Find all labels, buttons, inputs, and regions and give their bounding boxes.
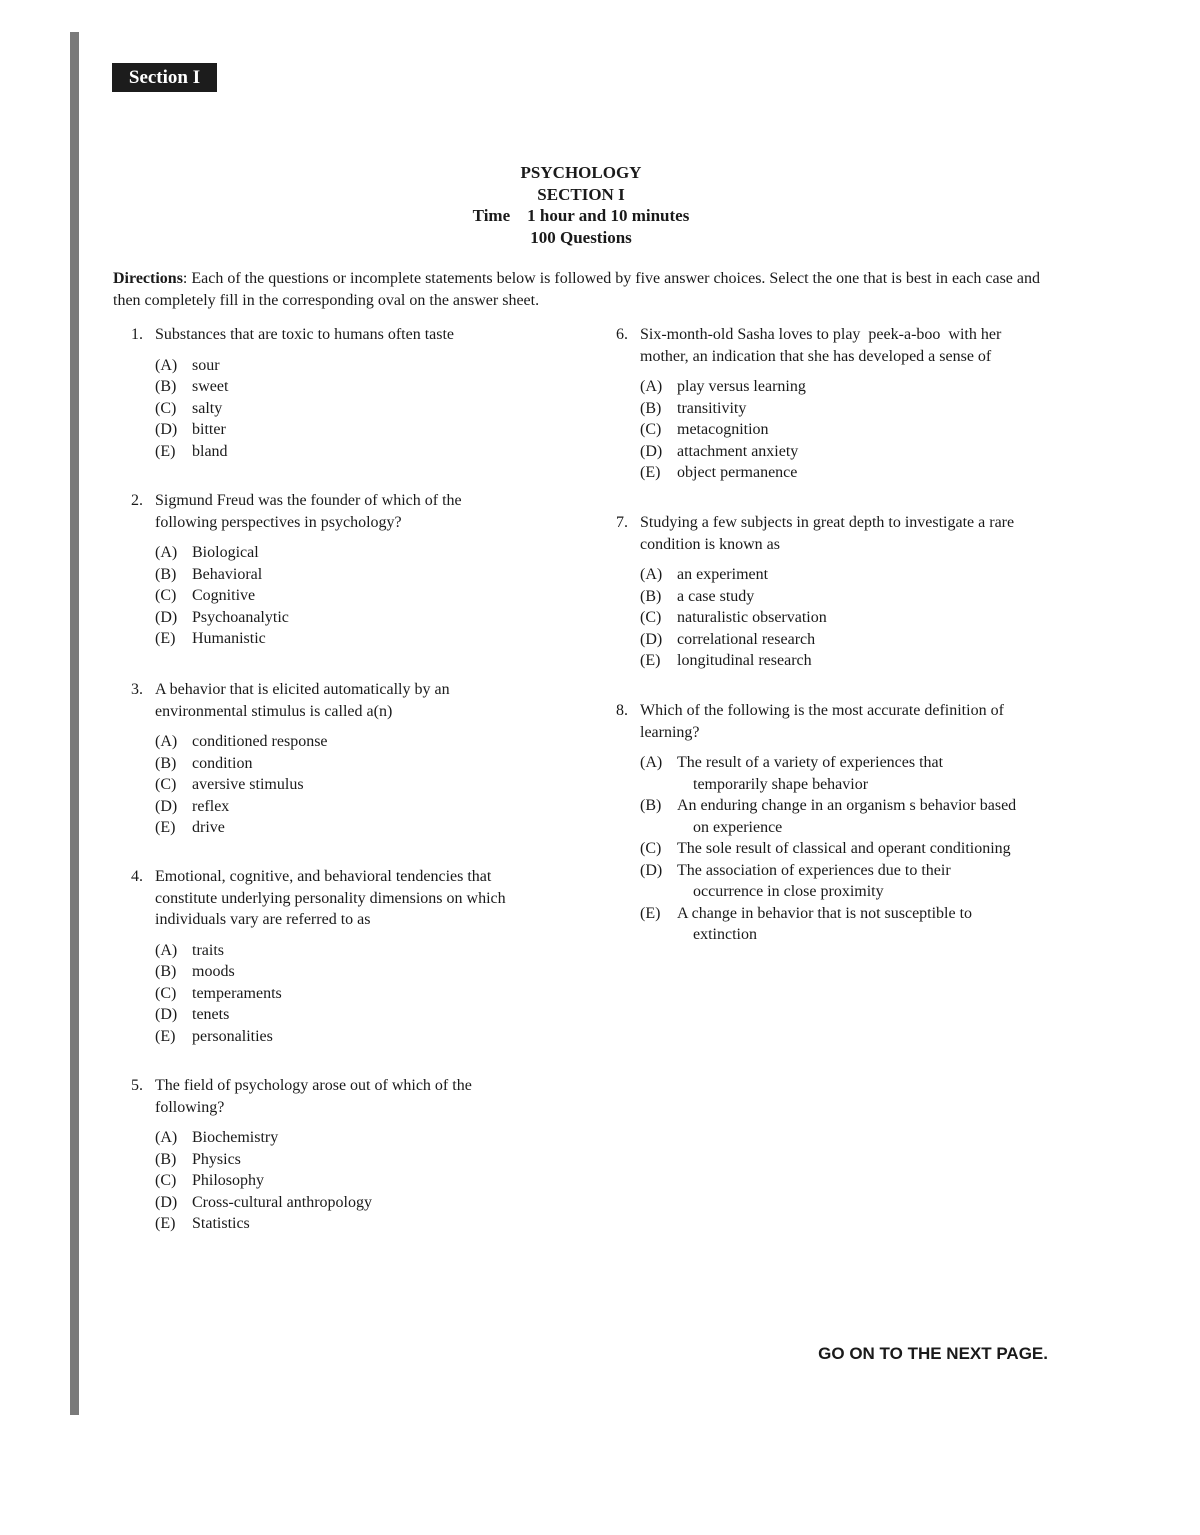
answer-choice	[640, 903, 1048, 946]
answer-choices	[640, 564, 1031, 672]
choice-text: tenets	[192, 1006, 230, 1023]
choice-text: Biological	[192, 544, 259, 561]
choice-letter: (B)	[640, 797, 662, 814]
question-text: Six-month-old Sasha loves to play peek-a-boo with her mother, an indication that she has developed a sense of	[640, 326, 1006, 365]
answer-choice	[640, 629, 1031, 651]
choice-text: Statistics	[192, 1215, 250, 1232]
question-text: Substances that are toxic to humans often taste	[155, 326, 455, 343]
choice-letter: (D)	[155, 421, 178, 438]
question-text: Emotional, cognitive, and behavioral tendencies that constitute underlying personality dimensions on which individuals vary are referred to as	[155, 868, 506, 928]
choice-text: A change in behavior that is not susceptible to extinction	[677, 904, 973, 943]
question-2	[131, 490, 506, 650]
answer-choice	[155, 983, 551, 1005]
subject-title: PSYCHOLOGY	[520, 163, 642, 182]
choice-letter: (A)	[640, 566, 663, 583]
choice-text: Cognitive	[192, 587, 256, 604]
answer-choice	[155, 398, 571, 420]
answer-choice	[640, 564, 1031, 586]
answer-choices	[155, 940, 551, 1048]
choice-text: sour	[192, 356, 220, 374]
answer-choice	[155, 355, 571, 377]
answer-choice	[155, 940, 551, 962]
choice-text: object permanence	[677, 464, 798, 481]
choice-text: temperaments	[192, 984, 282, 1002]
choice-letter: (C)	[155, 776, 177, 793]
answer-choice	[640, 376, 1051, 398]
answer-choice	[155, 1149, 516, 1171]
answer-choice	[155, 441, 571, 463]
answer-choice	[155, 1170, 516, 1192]
question-number: 4.	[131, 868, 143, 885]
answer-choice	[155, 1026, 551, 1048]
answer-choice	[155, 774, 503, 796]
choice-letter: (E)	[640, 904, 661, 922]
choice-text: naturalistic observation	[677, 609, 827, 626]
answer-choice	[640, 607, 1031, 629]
question-text: Which of the following is the most accurate definition of learning?	[640, 702, 1004, 741]
answer-choices	[640, 376, 1051, 484]
choice-text: Biochemistry	[192, 1129, 279, 1146]
answer-choice	[640, 860, 1048, 903]
choice-text: Psychoanalytic	[192, 608, 289, 626]
answer-choice	[155, 1127, 516, 1149]
answer-choice	[640, 838, 1048, 860]
answer-choice	[155, 564, 506, 586]
answer-choices	[155, 731, 503, 839]
choice-letter: (B)	[155, 378, 177, 395]
choice-text: Philosophy	[192, 1172, 265, 1189]
choice-letter: (B)	[640, 587, 662, 605]
question-number: 5.	[131, 1077, 143, 1094]
question-3	[131, 679, 503, 839]
question-number: 7.	[616, 514, 628, 531]
answer-choice	[640, 398, 1051, 420]
choice-text: drive	[192, 819, 225, 836]
question-text: A behavior that is elicited automatically by an environmental stimulus is called a(n)	[155, 681, 450, 720]
question-number: 3.	[131, 681, 143, 698]
choice-letter: (A)	[155, 733, 178, 750]
choice-text: play versus learning	[677, 378, 806, 395]
directions-label: Directions	[113, 270, 183, 287]
question-number: 6.	[616, 326, 628, 343]
margin-bar	[70, 32, 79, 1415]
choice-text: The association of experiences due to their occurrence in close proximity	[677, 861, 951, 900]
choice-text: transitivity	[677, 399, 747, 417]
answer-choice	[155, 1213, 516, 1235]
answer-choices	[155, 542, 506, 650]
choice-letter: (D)	[155, 608, 178, 626]
choice-letter: (E)	[155, 1215, 176, 1232]
choice-letter: (E)	[155, 819, 176, 836]
choice-letter: (E)	[640, 652, 661, 669]
choice-text: reflex	[192, 797, 230, 815]
answer-choice	[155, 796, 503, 818]
question-4	[131, 866, 551, 1047]
question-5	[131, 1075, 516, 1235]
choice-letter: (E)	[640, 464, 661, 481]
directions	[113, 268, 1058, 311]
choice-text: moods	[192, 963, 235, 980]
answer-choice	[155, 607, 506, 629]
choice-text: salty	[192, 399, 223, 417]
answer-choice	[155, 376, 571, 398]
choice-letter: (A)	[155, 941, 178, 959]
answer-choices	[640, 752, 1048, 946]
answer-choice	[640, 795, 1048, 838]
answer-choice	[640, 752, 1048, 795]
answer-choices	[155, 1127, 516, 1235]
choice-text: longitudinal research	[677, 652, 812, 669]
next-page-notice: GO ON TO THE NEXT PAGE.	[818, 1344, 1048, 1363]
choice-letter: (B)	[155, 1150, 177, 1168]
choice-letter: (D)	[155, 797, 178, 815]
directions-text: : Each of the questions or incomplete statements below is followed by five answer choices. Select the one that is best in each case and then completely fill in the corresponding oval on the answer sheet.	[113, 270, 1040, 309]
choice-letter: (C)	[640, 421, 662, 438]
choice-text: bland	[192, 442, 228, 460]
choice-letter: (A)	[155, 544, 178, 561]
choice-text: Humanistic	[192, 630, 266, 647]
answer-choice	[640, 650, 1031, 672]
choice-letter: (A)	[155, 356, 178, 374]
choice-text: bitter	[192, 421, 226, 438]
choice-text: an experiment	[677, 566, 769, 583]
choice-text: personalities	[192, 1027, 273, 1045]
exam-header	[380, 162, 782, 248]
question-1	[131, 324, 571, 462]
choice-text: Behavioral	[192, 565, 263, 583]
choice-letter: (D)	[640, 630, 663, 648]
choice-letter: (B)	[155, 963, 177, 980]
choice-letter: (C)	[155, 984, 177, 1002]
choice-text: The result of a variety of experiences that temporarily shape behavior	[677, 754, 944, 793]
choice-text: metacognition	[677, 421, 769, 438]
choice-text: An enduring change in an organism s behavior based on experience	[677, 797, 1017, 836]
choice-text: sweet	[192, 378, 229, 395]
answer-choice	[155, 817, 503, 839]
question-text: The field of psychology arose out of which of the following?	[155, 1077, 472, 1116]
choice-text: correlational research	[677, 630, 816, 648]
answer-choices	[155, 355, 571, 463]
choice-letter: (B)	[640, 399, 662, 417]
question-text: Studying a few subjects in great depth to investigate a rare condition is known as	[640, 514, 1015, 553]
choice-text: condition	[192, 754, 253, 772]
answer-choice	[155, 628, 506, 650]
answer-choice	[155, 961, 551, 983]
answer-choice	[155, 731, 503, 753]
choice-text: The sole result of classical and operant conditioning	[677, 840, 1011, 857]
question-number: 2.	[131, 492, 143, 509]
question-count: 100 Questions	[530, 227, 632, 247]
choice-letter: (D)	[640, 442, 663, 460]
choice-letter: (D)	[155, 1006, 178, 1023]
question-8	[616, 700, 1048, 946]
answer-choice	[640, 462, 1051, 484]
answer-choice	[155, 1004, 551, 1026]
answer-choice	[640, 441, 1051, 463]
answer-choice	[155, 585, 506, 607]
answer-choice	[640, 586, 1031, 608]
choice-text: aversive stimulus	[192, 776, 304, 793]
question-text: Sigmund Freud was the founder of which of the following perspectives in psychology?	[155, 492, 462, 531]
answer-choice	[640, 419, 1051, 441]
choice-text: Cross-cultural anthropology	[192, 1193, 372, 1211]
choice-letter: (B)	[155, 565, 177, 583]
answer-choice	[155, 419, 571, 441]
question-number: 1.	[131, 326, 143, 343]
choice-letter: (D)	[155, 1193, 178, 1211]
choice-text: conditioned response	[192, 733, 328, 750]
choice-text: traits	[192, 941, 224, 959]
choice-letter: (C)	[640, 609, 662, 626]
section-title: SECTION I	[537, 184, 625, 204]
choice-letter: (A)	[155, 1129, 178, 1146]
question-number: 8.	[616, 702, 628, 719]
choice-text: Physics	[192, 1150, 241, 1168]
question-7	[616, 512, 1031, 672]
choice-letter: (E)	[155, 1027, 176, 1045]
choice-letter: (E)	[155, 630, 176, 647]
choice-letter: (C)	[640, 840, 662, 857]
section-tab: Section I	[112, 63, 217, 92]
choice-text: a case study	[677, 587, 755, 605]
choice-letter: (C)	[155, 587, 177, 604]
time-limit: Time 1 hour and 10 minutes	[472, 206, 690, 225]
choice-text: attachment anxiety	[677, 442, 799, 460]
answer-choice	[155, 1192, 516, 1214]
question-6	[616, 324, 1051, 484]
choice-letter: (D)	[640, 861, 663, 879]
answer-choice	[155, 753, 503, 775]
choice-letter: (B)	[155, 754, 177, 772]
choice-letter: (C)	[155, 399, 177, 417]
choice-letter: (A)	[640, 378, 663, 395]
choice-letter: (C)	[155, 1172, 177, 1189]
choice-letter: (E)	[155, 442, 176, 460]
answer-choice	[155, 542, 506, 564]
choice-letter: (A)	[640, 754, 663, 771]
